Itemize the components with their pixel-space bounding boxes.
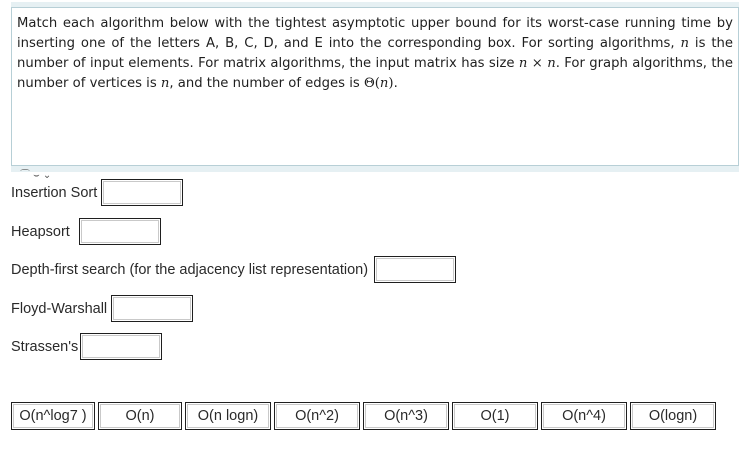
algorithm-row-depth-first-search (11, 256, 456, 283)
algorithm-label: Heapsort (11, 223, 70, 240)
option-chip[interactable]: O(n^log7 ) (11, 402, 95, 430)
algorithm-label: Depth-first search (for the adjacency list representation) (11, 261, 369, 278)
option-chip[interactable]: O(n^2) (274, 402, 360, 430)
answer-options-bank (11, 402, 719, 430)
option-chip[interactable]: O(n) (98, 402, 182, 430)
algorithm-row-heapsort (11, 218, 161, 245)
option-chip[interactable]: O(n logn) (185, 402, 271, 430)
answer-drop-box-floyd-warshall[interactable] (111, 295, 193, 322)
option-chip[interactable]: O(n^3) (363, 402, 449, 430)
option-chip[interactable]: O(logn) (630, 402, 716, 430)
answer-drop-box-strassens[interactable] (80, 333, 162, 360)
answer-drop-box-depth-first-search[interactable] (374, 256, 456, 283)
option-chip[interactable]: O(n^4) (541, 402, 627, 430)
answer-drop-box-heapsort[interactable] (79, 218, 161, 245)
clipped-formula-glyph: ⌒ ⌣ ⌄ (20, 170, 52, 181)
algorithm-row-insertion-sort (11, 179, 183, 206)
algorithm-row-floyd-warshall (11, 295, 193, 322)
question-text: Match each algorithm below with the tightest asymptotic upper bound for its worst-case running time by inserting one of the letters A, B, C, D, and E into the corresponding box. For sorting algorithms, n is the number of input elements. For matrix algorithms, the input matrix has size n × n. For graph algorithms, the number of vertices is n, and the number of edges is Θ(n). (11, 7, 739, 166)
answer-drop-box-insertion-sort[interactable] (101, 179, 183, 206)
algorithm-row-strassens (11, 333, 162, 360)
option-chip[interactable]: O(1) (452, 402, 538, 430)
algorithm-label: Strassen's (11, 338, 79, 355)
algorithm-label: Insertion Sort (11, 184, 98, 201)
question-panel (11, 2, 739, 181)
algorithm-label: Floyd-Warshall (11, 300, 108, 317)
